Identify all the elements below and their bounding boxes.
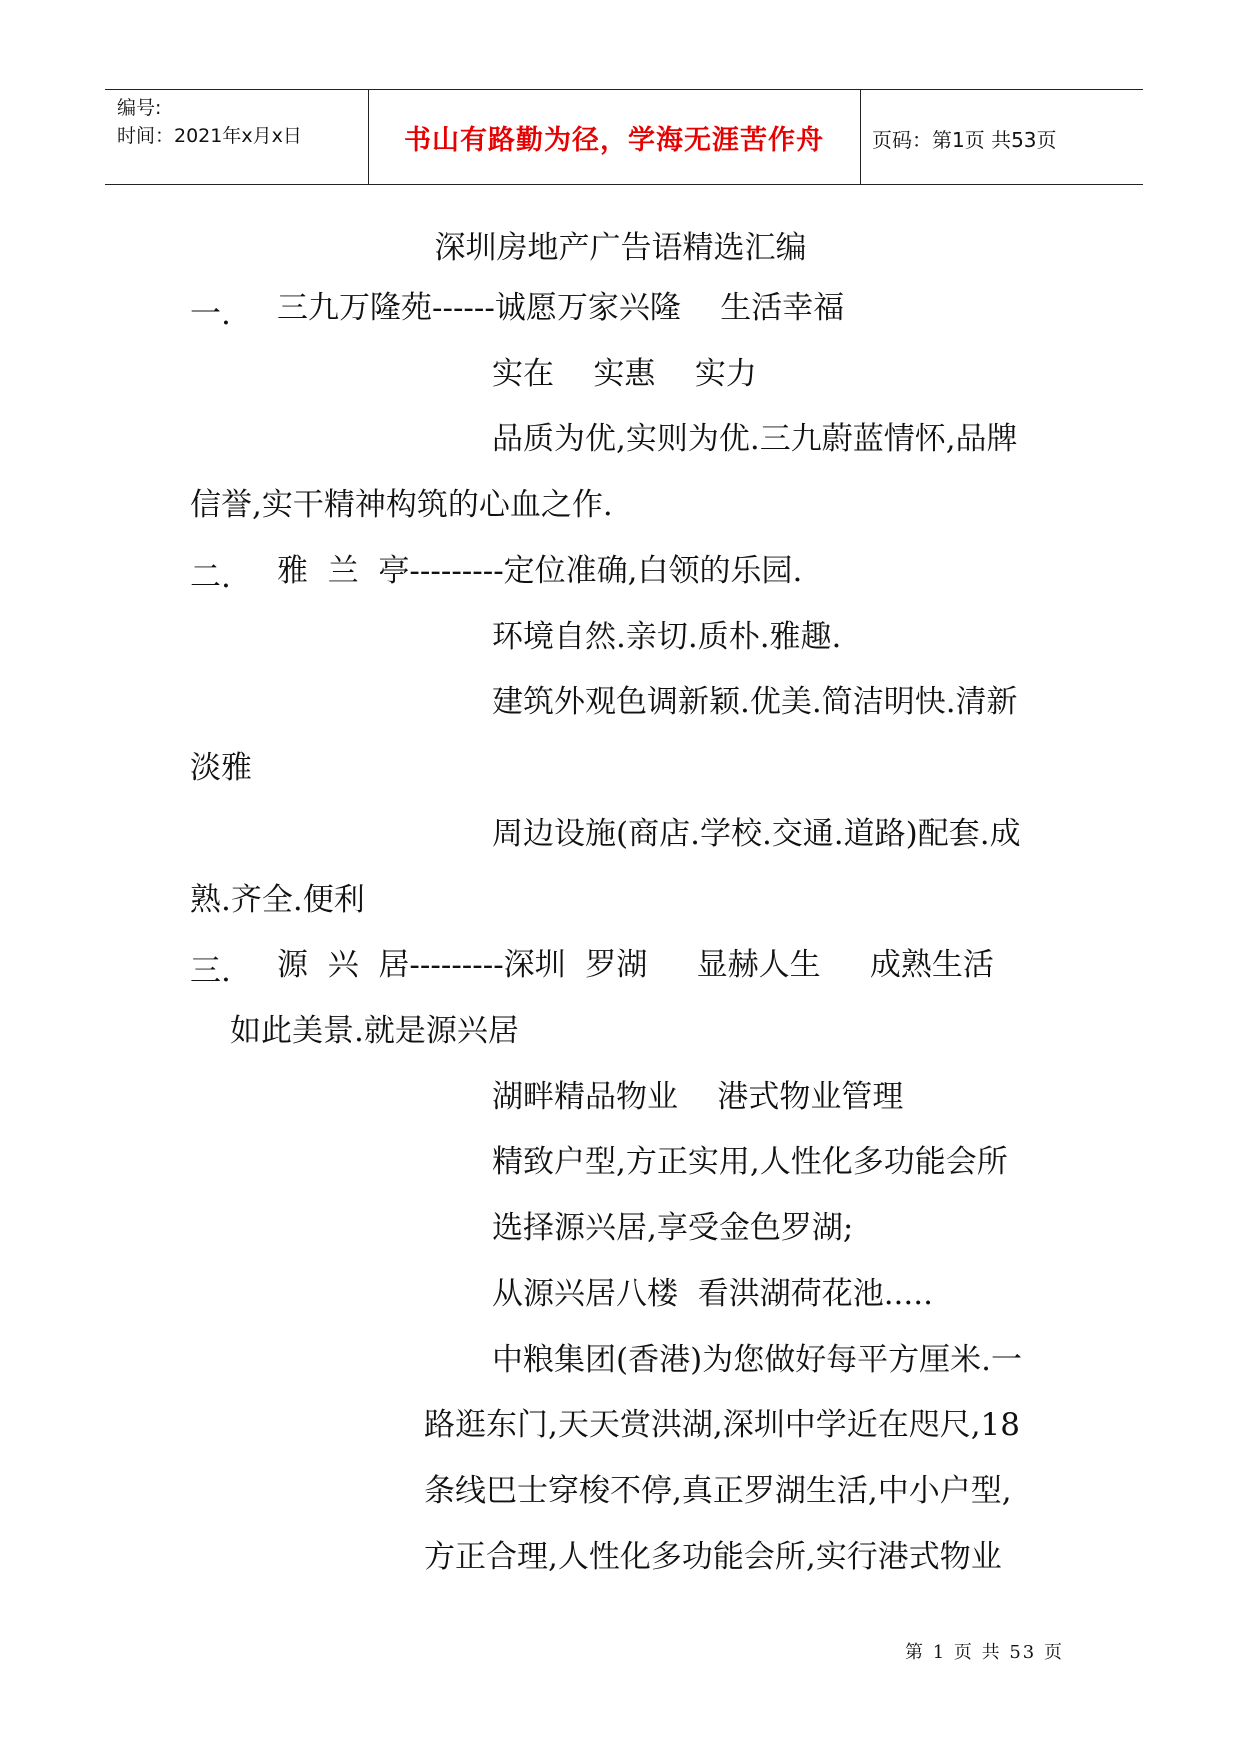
- item-number: 二.: [190, 559, 231, 595]
- text-line: 实在 实惠 实力: [492, 356, 757, 392]
- time-label: 时间：2021年x月x日: [117, 125, 302, 147]
- text-line: 环境自然.亲切.质朴.雅趣.: [492, 619, 842, 655]
- text-line: 中粮集团(香港)为您做好每平方厘米.一: [492, 1342, 1023, 1378]
- item-heading: 雅 兰 亭---------定位准确,白领的乐园.: [277, 553, 803, 589]
- text-line: 精致户型,方正实用,人性化多功能会所: [492, 1144, 1008, 1180]
- header-motto: 书山有路勤为径，学海无涯苦作舟: [404, 125, 824, 156]
- text-line: 路逛东门,天天赏洪湖,深圳中学近在咫尺,18: [424, 1407, 1021, 1443]
- text-line: 周边设施(商店.学校.交通.道路)配套.成: [492, 816, 1021, 852]
- text-line: 信誉,实干精神构筑的心血之作.: [190, 487, 613, 523]
- text-line: 方正合理,人性化多功能会所,实行港式物业: [424, 1539, 1002, 1575]
- text-line: 淡雅: [190, 750, 252, 786]
- text-line: 建筑外观色调新颖.优美.简洁明快.清新: [492, 684, 1018, 720]
- text-line: 从源兴居八楼 看洪湖荷花池.....: [492, 1276, 933, 1312]
- number-label: 编号:: [117, 97, 162, 119]
- header-divider: [368, 90, 369, 184]
- text-line: 如此美景.就是源兴居: [230, 1013, 519, 1049]
- item-heading: 源 兴 居---------深圳 罗湖 显赫人生 成熟生活: [277, 947, 994, 983]
- text-line: 湖畔精品物业 港式物业管理: [492, 1079, 904, 1115]
- document-title: 深圳房地产广告语精选汇编: [434, 230, 807, 266]
- page-footer: 第 1 页 共 53 页: [905, 1642, 1064, 1663]
- page-header: [105, 89, 1143, 185]
- text-line: 品质为优,实则为优.三九蔚蓝情怀,品牌: [492, 421, 1018, 457]
- text-line: 熟.齐全.便利: [190, 882, 365, 918]
- header-page-info: 页码：第1页 共53页: [872, 128, 1057, 152]
- item-number: 一.: [190, 296, 231, 332]
- item-number: 三.: [190, 953, 231, 989]
- header-divider: [860, 90, 861, 184]
- item-heading: 三九万隆苑------诚愿万家兴隆 生活幸福: [277, 290, 845, 326]
- text-line: 选择源兴居,享受金色罗湖;: [492, 1210, 854, 1246]
- text-line: 条线巴士穿梭不停,真正罗湖生活,中小户型,: [424, 1473, 1012, 1509]
- header-left-cell: [117, 94, 302, 150]
